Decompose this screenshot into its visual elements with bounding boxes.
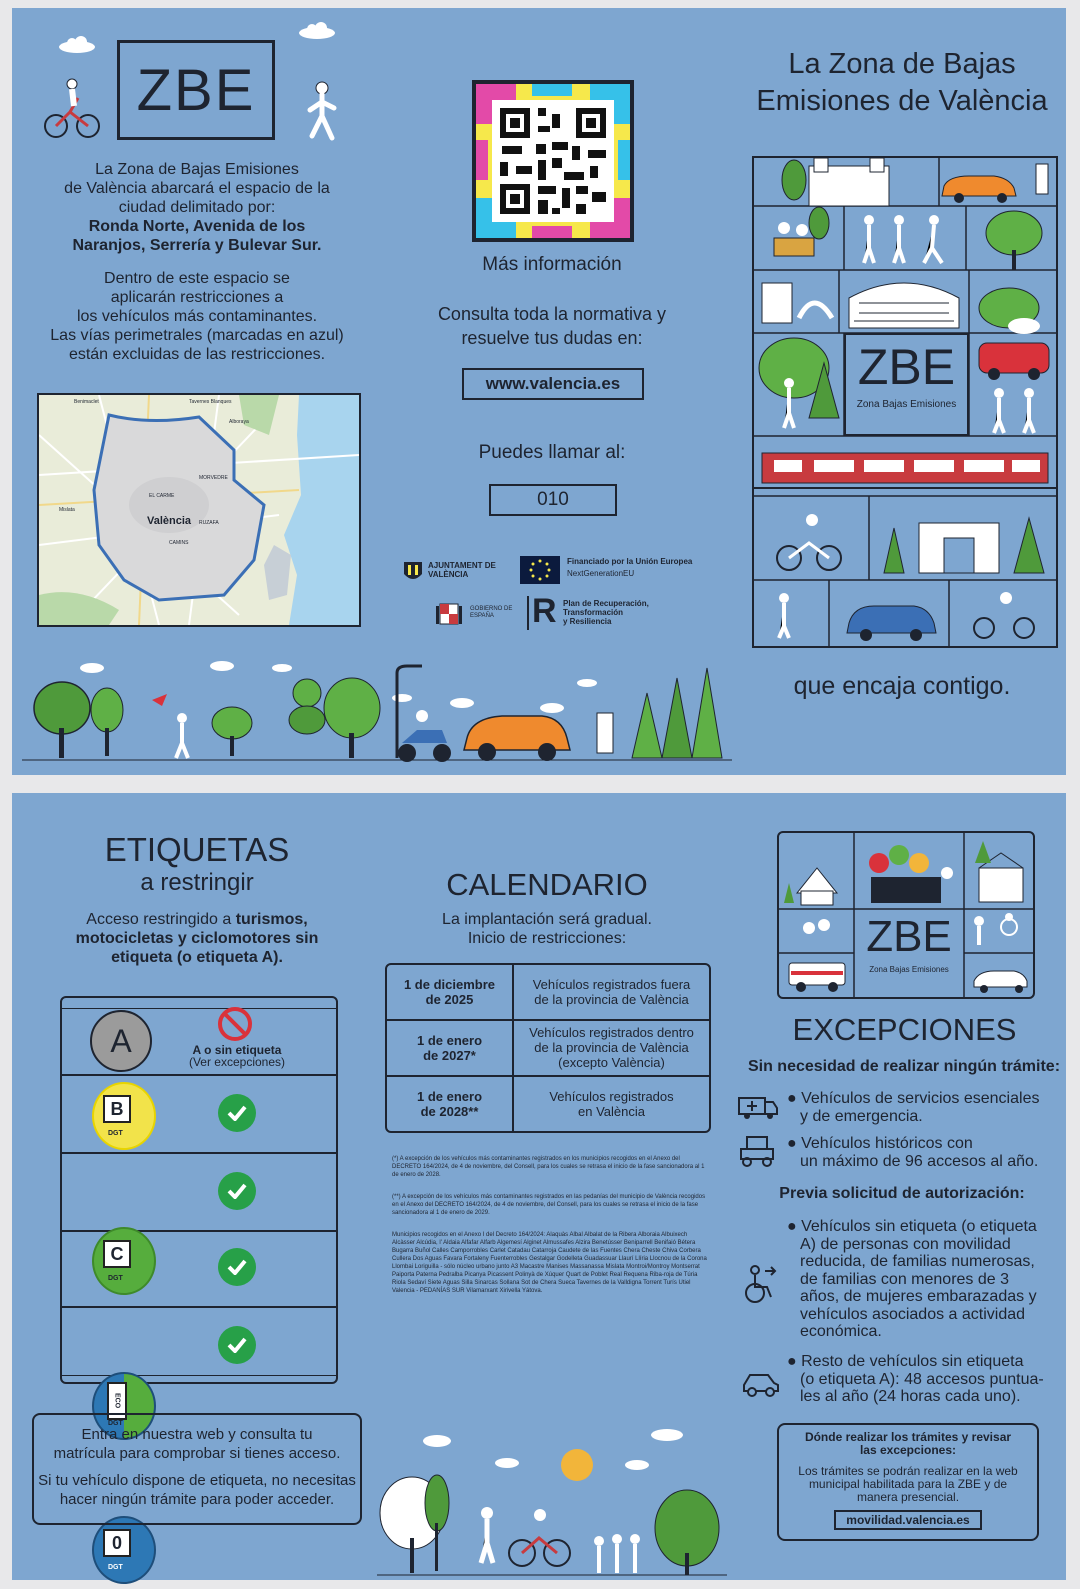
prtr-logo-mark: R [532, 592, 557, 630]
logo-divider [527, 596, 529, 630]
calendar-scope-line: Vehículos registrados fuera [532, 977, 691, 992]
map-label: CAMINS [169, 540, 189, 546]
intro-line: ciudad delimitado por: [118, 199, 276, 216]
map-label: RUZAFA [199, 520, 219, 526]
check-plate-box [32, 1413, 362, 1525]
calendar-scope-line: de la provincia de València [534, 1040, 689, 1055]
exceptions-sub1: Sin necesidad de realizar ningún trámite: [747, 1058, 1061, 1075]
calendar-scope [514, 1025, 709, 1070]
label-c-badge [92, 1227, 156, 1295]
label-c-letter: C [103, 1240, 131, 1268]
check-plate-line: Si tu vehículo dispone de etiqueta, no necesitas [38, 1472, 356, 1489]
check-plate-line: matrícula para comprobar si tienes acceso. [53, 1445, 341, 1462]
exception-line: A) de personas con movilidad [800, 1235, 1011, 1253]
intro-line: los vehículos más contaminantes. [76, 308, 318, 325]
prtr-line: Transformación [563, 608, 624, 617]
exception-line: y de emergencia. [800, 1108, 923, 1125]
dgt-text: DGT [108, 1564, 123, 1571]
exceptions-zbe-text: ZBE [866, 912, 952, 961]
intro-line: están excluidas de las restricciones. [68, 346, 326, 363]
cyclist-illustration-icon [42, 76, 102, 140]
procedures-title-line: Dónde realizar los trámites y revisar [804, 1430, 1012, 1444]
check-icon [218, 1172, 256, 1210]
exception-item-emergency: ● Vehículos de servicios esenciales y de emergencia. [787, 1090, 1062, 1126]
map-city-label: València [147, 515, 192, 527]
calendar-date-line: 1 de enero [416, 1089, 483, 1104]
exceptions-puzzle-illustration [777, 831, 1035, 999]
runner-illustration-icon [302, 80, 342, 144]
calendar-scope-line: (excepto València) [558, 1055, 665, 1070]
map-label: Alboraya [229, 419, 249, 425]
exceptions-title: EXCEPCIONES [792, 1012, 1017, 1047]
procedures-body [779, 1465, 1037, 1504]
puzzle-zbe-subtitle: Zona Bajas Emisiones [856, 399, 957, 410]
etiquetas-title: ETIQUETAS [104, 831, 290, 868]
label-zero-letter: 0 [103, 1529, 131, 1557]
calendar-sub-line: La implantación será gradual. [442, 911, 652, 928]
etiquetas-desc-text: Acceso restringido a [86, 911, 236, 928]
more-info-line: resuelve tus dudas en: [461, 328, 643, 348]
exception-item-historic: ● Vehículos históricos con un máximo de 96 accesos al año. [787, 1135, 1062, 1171]
more-info-title: Más información [482, 254, 622, 275]
label-eco-letter: ECO [107, 1382, 127, 1420]
calendar-date-line: de 2027* [423, 1048, 476, 1063]
etiquetas-description [32, 910, 362, 967]
zbe-logo [117, 40, 275, 140]
prtr-line: y Resiliencia [563, 617, 612, 626]
dgt-text: DGT [108, 1275, 123, 1282]
front-panel [12, 8, 1066, 775]
ajuntament-logo-text: AJUNTAMENT DE VALÈNCIA [428, 561, 496, 579]
exceptions-zbe-subtitle: Zona Bajas Emisiones [869, 965, 949, 974]
calendar-sub-line: Inicio de restricciones: [467, 930, 627, 947]
gobierno-logo-text: GOBIERNO DE ESPAÑA [470, 606, 513, 619]
check-icon [218, 1248, 256, 1286]
prtr-line: Plan de Recuperación, [563, 599, 649, 608]
qr-code[interactable] [472, 80, 634, 242]
call-label: Puedes llamar al: [478, 442, 626, 463]
website-link[interactable]: www.valencia.es [462, 368, 644, 400]
ambulance-icon [737, 1090, 779, 1122]
intro-line: La Zona de Bajas Emisiones [95, 161, 299, 178]
phone-number[interactable]: 010 [489, 484, 617, 516]
label-a-note: (Ver excepciones) [188, 1055, 286, 1069]
procedures-body-line: Los trámites se podrán realizar en la web [798, 1464, 1018, 1478]
map-label: MORVEDRE [199, 475, 228, 481]
intro-text [32, 160, 362, 364]
calendar-scope [514, 977, 709, 1007]
map-label: Benimaclet [74, 399, 99, 405]
calendar-date [387, 1033, 512, 1063]
map-drawing [39, 395, 359, 625]
calendar-table [385, 963, 711, 1133]
intro-line: Dentro de este espacio se [104, 270, 290, 287]
intro-line: de València abarcará el espacio de la [64, 180, 330, 197]
intro-line: Las vías perimetrales (marcadas en azul) [50, 327, 344, 344]
exception-line: Resto de vehículos sin etiqueta [801, 1353, 1024, 1370]
zbe-area-map [37, 393, 361, 627]
check-icon [218, 1094, 256, 1132]
puzzle-zbe-text: ZBE [857, 339, 956, 395]
eu-funding-line: Financiado por la Unión Europea [567, 557, 693, 566]
procedures-box [777, 1423, 1039, 1541]
intro-line-bold: Ronda Norte, Avenida de los [88, 218, 306, 235]
check-plate-line: hacer ningún trámite para poder acceder. [59, 1491, 335, 1508]
prohibited-icon [217, 1006, 253, 1042]
exception-item-authorization: ● Vehículos sin etiqueta (o etiqueta A) de personas con movilidad reducida, de familias numerosas, de familias con menores de 3 años, de mujeres embarazadas y vehículos asociados a actividad económica. [787, 1218, 1067, 1341]
exception-item-no-label: ● Resto de vehículos sin etiqueta (o etiqueta A): 48 accesos puntua- les al año (24 horas cada uno). [787, 1353, 1072, 1406]
eu-funding-line: NextGenerationEU [567, 569, 635, 578]
prtr-logo-text [563, 599, 693, 626]
front-title-line: La Zona de Bajas [788, 48, 1016, 80]
cloud-icon [297, 22, 337, 40]
label-a-badge: A [90, 1010, 152, 1072]
check-plate-line: Entra en nuestra web y consulta tu [81, 1426, 313, 1443]
exception-line: Vehículos de servicios esenciales [801, 1090, 1040, 1107]
more-info-line: Consulta toda la normativa y [437, 304, 667, 324]
calendar-date-line: de 2028** [420, 1104, 479, 1119]
front-title-line: Emisiones de València [756, 85, 1048, 117]
front-title [747, 46, 1057, 120]
calendar-scope-line: Vehículos registrados dentro [529, 1025, 694, 1040]
park-scenery-illustration [377, 1413, 727, 1578]
map-label: Mislata [59, 507, 75, 513]
eu-funding-text [567, 556, 717, 580]
spain-coat-of-arms-icon [434, 598, 464, 630]
label-zero-badge [92, 1516, 156, 1584]
procedures-title [779, 1431, 1037, 1457]
zbe-logo-text: ZBE [136, 57, 256, 123]
more-info-text [402, 302, 702, 350]
label-b-letter: B [103, 1095, 131, 1123]
calendar-subtitle [387, 910, 707, 948]
qr-code-graphic [472, 80, 634, 242]
exception-line: un máximo de 96 accesos al año. [800, 1153, 1039, 1170]
calendar-scope-line: de la provincia de València [534, 992, 689, 1007]
street-scenery-illustration [22, 648, 732, 768]
label-a-caption [177, 1044, 297, 1068]
exceptions-sub2: Previa solicitud de autorización: [779, 1185, 1025, 1202]
eu-flag-icon [520, 556, 560, 584]
exceptions-zbe-logo [854, 909, 964, 997]
calendar-date-line: 1 de enero [416, 1033, 483, 1048]
etiquetas-desc-bold: turismos, [235, 911, 308, 928]
map-label: EL CARME [149, 493, 175, 499]
exception-line: Vehículos históricos con [801, 1135, 973, 1152]
zbe-puzzle-illustration [752, 156, 1058, 648]
cloud-icon [57, 36, 97, 54]
exception-line: Vehículos sin etiqueta (o etiqueta [801, 1218, 1037, 1235]
back-panel [12, 793, 1066, 1580]
intro-line: aplicarán restricciones a [110, 289, 284, 306]
exception-line: vehículos asociados a actividad [800, 1305, 1026, 1323]
etiquetas-desc-line: motocicletas y ciclomotores sin [75, 930, 319, 947]
footnote-2: (**) A excepción de los vehículos más contaminantes registrados en las pedanías del municipio de València recogidos en el Anexo del DECRETO 164/2024, de 4 de noviembre, del Consell, para los cuales se retrasa el inicio de la fase sancionadora al 1 de enero de 2029. [392, 1194, 706, 1216]
city-coat-of-arms-icon [400, 558, 426, 584]
puzzle-zbe-logo [844, 333, 969, 436]
wheelchair-icon [739, 1265, 779, 1305]
intro-line-bold: Naranjos, Serrería y Bulevar Sur. [72, 237, 322, 254]
classic-car-icon [737, 1135, 777, 1167]
exception-line: les al año (24 horas cada uno). [800, 1388, 1021, 1405]
calendar-title: CALENDARIO [446, 867, 648, 902]
calendar-date [387, 977, 512, 1007]
car-icon [740, 1369, 782, 1397]
footnote-1: (*) A excepción de los vehículos más contaminantes registrados en los municipios recogidos en el Anexo del DECRETO 164/2024, de 4 de noviembre, del Consell, para los cuales se retrasa el inicio de la fase sancionadora al 1 de enero de 2028. [392, 1156, 705, 1178]
exception-line: económica. [800, 1323, 882, 1340]
procedures-body-line: manera presencial. [856, 1490, 960, 1504]
label-b-badge [92, 1082, 156, 1150]
tagline: que encaja contigo. [793, 672, 1011, 700]
exception-line: de familias con menores de 3 [800, 1270, 1009, 1288]
procedures-body-line: municipal habilitada para la ZBE y de [808, 1477, 1008, 1491]
dgt-text: DGT [108, 1130, 123, 1137]
calendar-date [387, 1089, 512, 1119]
exception-line: (o etiqueta A): 48 accesos puntua- [800, 1370, 1044, 1388]
calendar-scope-line: en València [578, 1104, 645, 1119]
map-label: Tavernes Blanques [189, 399, 232, 405]
check-icon [218, 1326, 256, 1364]
calendar-date-line: 1 de diciembre [403, 977, 496, 992]
dgt-text: DGT [108, 1420, 123, 1427]
calendar-scope-line: Vehículos registrados [549, 1089, 674, 1104]
exception-line: reducida, de familias numerosas, [800, 1253, 1035, 1270]
calendar-footnotes [392, 1155, 707, 1295]
mobility-website-link[interactable]: movilidad.valencia.es [834, 1510, 981, 1530]
footnote-3: Municipios recogidos en el Anexo I del Decreto 164/2024: Alaquàs Albal Albalat de la Ribera Alboraia Albuixech Alcàsser Alcúdia, l' Aldaia Alfafar Alfarb Algemesí Alginet Almussafes Alzira Benetússer Beniparrell Benifaió Bétera Bugarra Buñol Calles Camporrobles Carlet Catadau Catarroja Caudete de las Fuentes Chera Cheste Chiva Corbera Cullera Dos Aguas Favara Fortaleny Fuenterrobles Gestalgar Godelleta Guadassuar Llaurí Llíria Llocnou de la Corona Llombai Loriguilla - sólo núcleo urbano junto A3 Macastre Manises Massanassa Mislata Montroi/Montroy Montserrat Paiporta Paterna Pedralba Picanya Picassent Polinyà de Xúquer Quart de Poblet Real Requena Riba-roja de Túria Riola Sedaví Siete Aguas Silla Sinarcas Sollana Sot de Chera Sueca Tavernes de la Valldigna Torrent Turís Utiel Valencia - PEDANÍAS SUR Vilamarxant Xirivella Yátova. [392, 1232, 707, 1294]
calendar-scope [514, 1089, 709, 1119]
procedures-title-line: las excepciones: [859, 1443, 957, 1457]
label-a-text: A o sin etiqueta [192, 1043, 282, 1057]
calendar-date-line: de 2025 [425, 992, 474, 1007]
etiquetas-desc-line: etiqueta (o etiqueta A). [111, 949, 283, 966]
exception-line: años, de mujeres embarazadas y [800, 1288, 1037, 1305]
etiquetas-subtitle: a restringir [140, 869, 254, 896]
